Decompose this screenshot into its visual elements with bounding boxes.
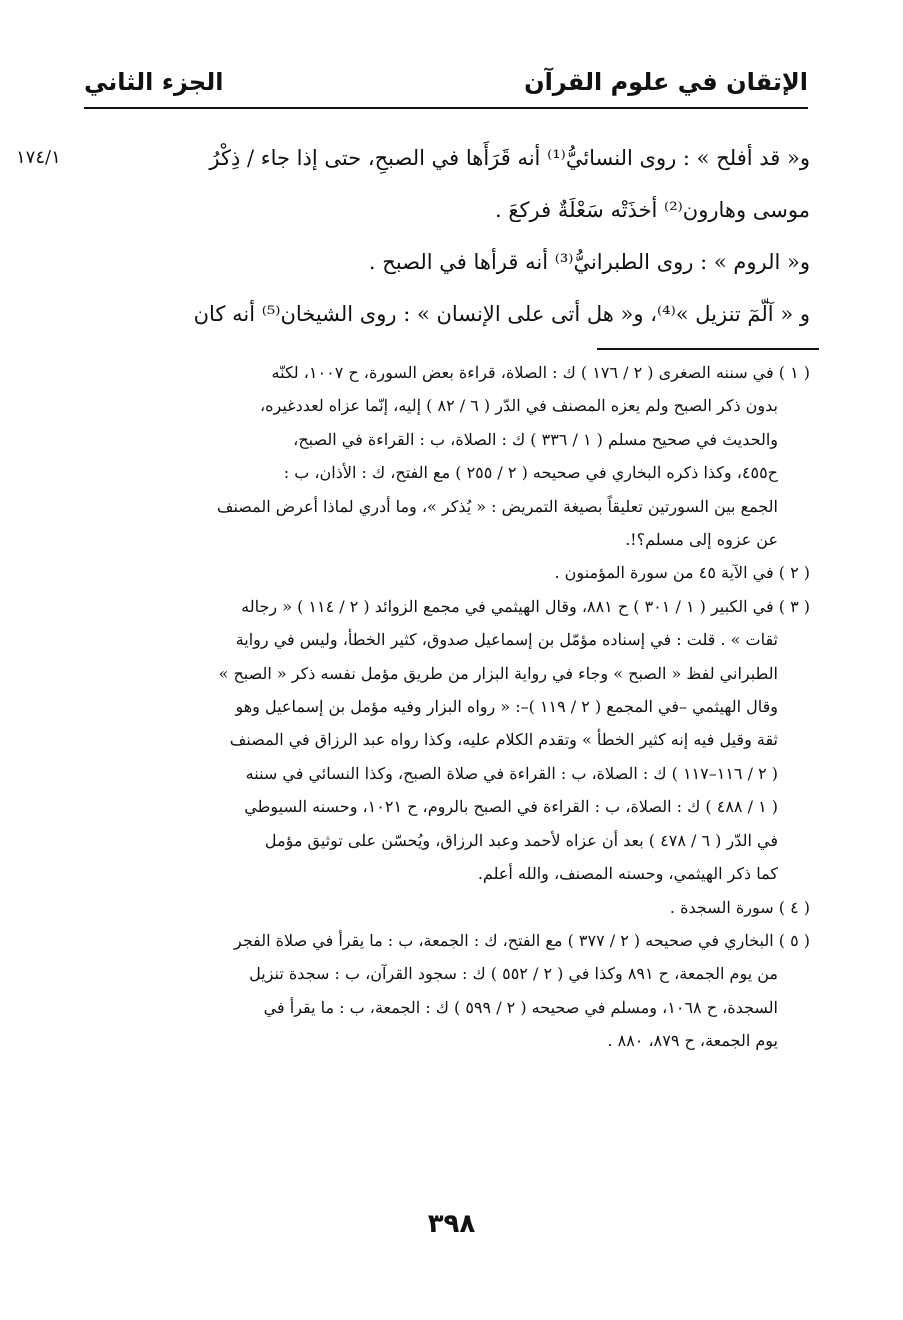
footnote-line: والحديث في صحيح مسلم ( ١ / ٣٣٦ ) ك : الصلاة، ب : القراءة في الصبح، [293,429,778,449]
footnote-line: ( ٥ ) البخاري في صحيحه ( ٢ / ٣٧٧ ) مع الفتح، ك : الجمعة، ب : ما يقرأ في صلاة الفجر [234,930,810,950]
part-label: الجزء الثاني [84,68,224,96]
footnote-line: ( ١ / ٤٨٨ ) ك : الصلاة، ب : القراءة في الصبح بالروم، ح ١٠٢١، وحسنه السيوطي [244,797,778,817]
footnote-3 [84,590,810,891]
footnote-2 [84,556,810,589]
header-rule [84,107,808,109]
footnote-line: ( ٢ ) في الآية ٤٥ من سورة المؤمنون . [554,563,810,583]
footnote-line: السجدة، ح ١٠٦٨، ومسلم في صحيحه ( ٢ / ٥٩٩ ) ك : الجمعة، ب : ما يقرأ في [263,997,778,1017]
footnote-line: ( ١ ) في سننه الصغرى ( ٢ / ١٧٦ ) ك : الصلاة، قراءة بعض السورة، ح ١٠٠٧، لكنّه [271,363,810,382]
footnote-line: ( ٢ / ١١٦–١١٧ ) ك : الصلاة، ب : القراءة في صلاة الصبح، وكذا النسائي في سننه [245,763,778,783]
main-line: و « آلّمٓ تنزيل »⁽⁴⁾، و« هل أتى على الإنسان » : روى الشيخان⁽⁵⁾ أنه كان [193,302,810,326]
footnote-line: الجمع بين السورتين تعليقاً بصيغة التمريض : « يُذكر »، وما أدري لماذا أعرض المصنف [216,496,778,516]
main-line: موسى وهارون⁽²⁾ أخذَتْه سَعْلَةٌ فركعَ . [495,198,810,222]
main-line: و« الروم » : روى الطبرانيُّ⁽³⁾ أنه قرأها في الصبح . [368,250,810,274]
footnote-separator [597,348,819,350]
main-text [84,132,810,340]
footnote-1 [84,356,810,556]
footnote-line: في الدّر ( ٦ / ٤٧٨ ) بعد أن عزاه لأحمد وعبد الرزاق، ويُحسّن على توثيق مؤمل [264,830,778,850]
running-header [84,62,808,110]
footnote-line: وقال الهيثمي –في المجمع ( ٢ / ١١٩ )–: « رواه البزار وفيه مؤمل بن إسماعيل وهو [235,697,778,717]
footnote-line: كما ذكر الهيثمي، وحسنه المصنف، والله أعلم. [477,864,778,884]
page-number: ٣٩٨ [427,1209,476,1239]
footnote-line: ثقات » . قلت : في إسناده مؤمّل بن إسماعيل صدوق، كثير الخطأ، وليس في رواية [235,630,778,650]
book-title: الإتقان في علوم القرآن [524,68,808,96]
footnote-5 [84,924,810,1058]
footnote-line: ( ٤ ) سورة السجدة . [669,897,810,917]
footnote-line: ثقة وقيل فيه إنه كثير الخطأ » وتقدم الكلام عليه، وكذا رواه عبد الرزاق في المصنف [229,730,778,750]
footnote-line: يوم الجمعة، ح ٨٧٩، ٨٨٠ . [607,1031,778,1051]
footnote-line: الطبراني لفظ « الصبح » وجاء في رواية البزار من طريق مؤمل نفسه ذكر « الصبح » [218,663,778,683]
main-line: و« قد أفلح » : روى النسائيُّ⁽¹⁾ أنه قَرَأَها في الصبحِ، حتى إذا جاء / ذِكْرُ [209,146,810,170]
footnote-4 [84,891,810,924]
margin-reference: ١٧٤/١ [16,147,61,168]
footnote-line: عن عزوه إلى مسلم؟!. [625,530,778,550]
footnote-line: ( ٣ ) في الكبير ( ١ / ٣٠١ ) ح ٨٨١، وقال الهيثمي في مجمع الزوائد ( ٢ / ١١٤ ) « رجاله [241,596,810,616]
footnote-line: ح٤٥٥، وكذا ذكره البخاري في صحيحه ( ٢ / ٢٥٥ ) مع الفتح، ك : الأذان، ب : [283,463,778,483]
footnote-line: من يوم الجمعة، ح ٨٩١ وكذا في ( ٢ / ٥٥٢ ) ك : سجود القرآن، ب : سجدة تنزيل [249,964,778,984]
footnote-line: بدون ذكر الصبح ولم يعزه المصنف في الدّر ( ٦ / ٨٢ ) إليه، إنّما عزاه لعددغيره، [260,396,778,416]
footnotes [84,356,810,1058]
